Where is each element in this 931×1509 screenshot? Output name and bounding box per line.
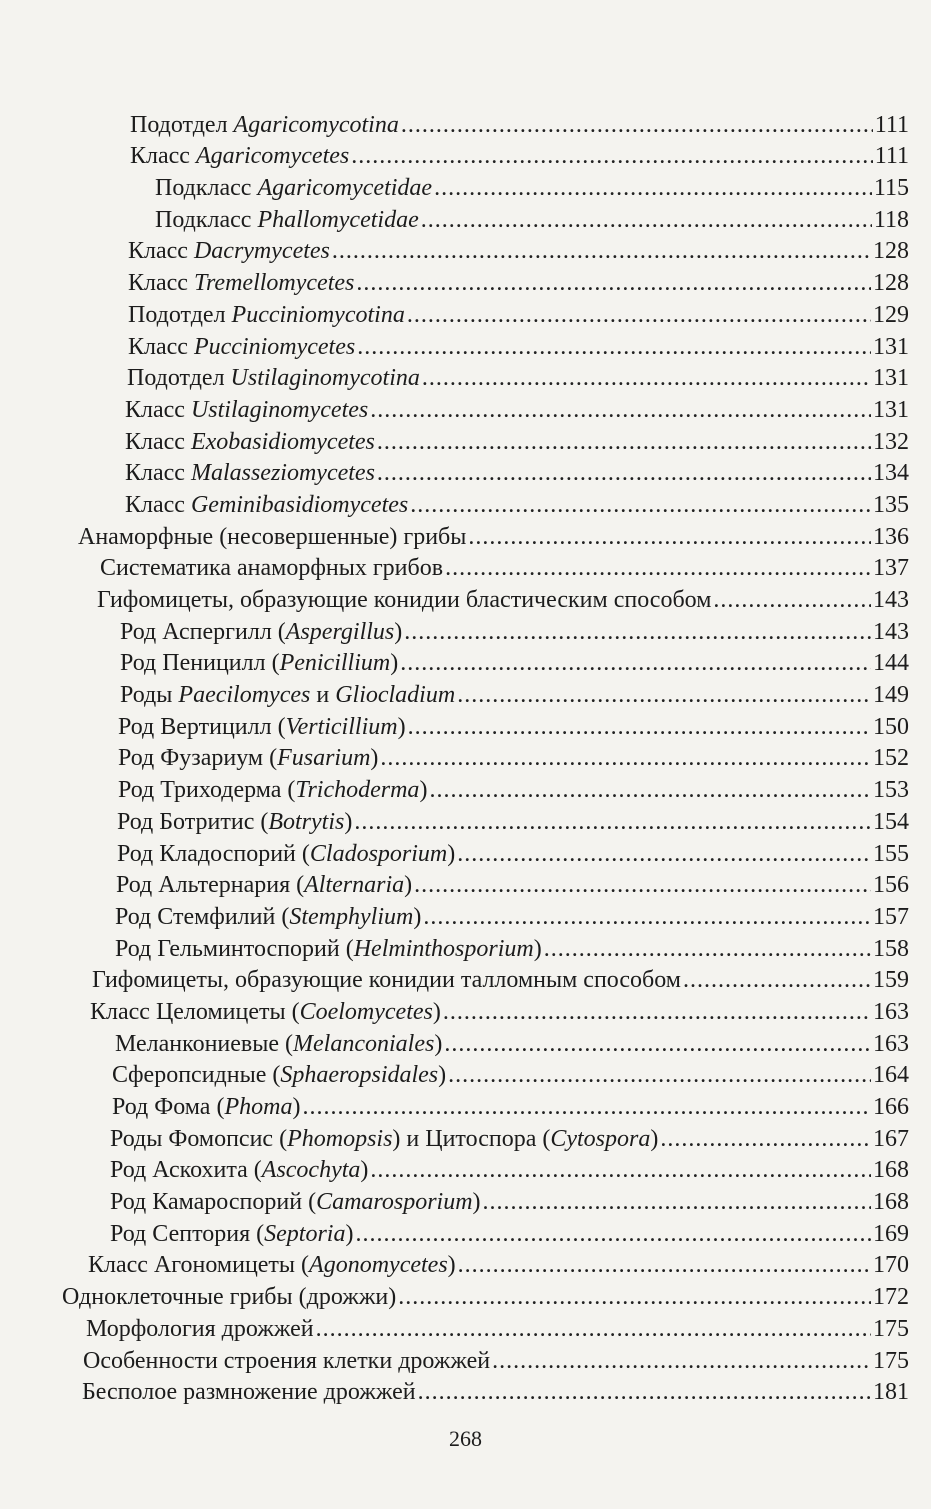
dot-leader xyxy=(483,1189,871,1215)
title-text: Класс Целомицеты ( xyxy=(90,998,300,1025)
toc-entry-title xyxy=(110,1221,353,1247)
title-text: Систематика анаморфных грибов xyxy=(100,555,444,582)
dot-leader xyxy=(445,555,871,581)
dot-leader xyxy=(448,1062,871,1088)
dot-leader xyxy=(316,1316,871,1342)
latin-name: Stemphylium xyxy=(289,903,414,930)
title-text: Подотдел xyxy=(127,365,231,392)
title-text: Класс xyxy=(125,491,191,518)
title-text: Род Стемфилий ( xyxy=(115,903,290,930)
toc-entry-title xyxy=(130,143,349,169)
dot-leader xyxy=(370,397,871,423)
toc-page-number: 144 xyxy=(873,650,909,677)
dot-leader xyxy=(457,841,871,867)
latin-name: Penicillium xyxy=(279,650,391,677)
toc-page-number: 164 xyxy=(873,1062,909,1089)
latin-name: Phomopsis xyxy=(287,1125,393,1152)
toc-entry xyxy=(0,296,931,328)
toc-entry-title xyxy=(116,872,412,898)
dot-leader xyxy=(713,587,871,613)
toc-entry xyxy=(0,740,931,772)
title-text: Род Кладоспорий ( xyxy=(117,840,310,867)
toc-page-number: 154 xyxy=(873,808,909,835)
title-text: Род Фузариум ( xyxy=(118,745,278,772)
toc-entry-title xyxy=(86,1316,314,1342)
toc-page-number: 149 xyxy=(873,682,909,709)
dot-leader xyxy=(457,682,871,708)
latin-name: Malasseziomycetes xyxy=(190,460,375,487)
title-text: ) xyxy=(360,1157,369,1184)
toc-page-number: 115 xyxy=(873,175,909,202)
title-text: ) xyxy=(650,1125,659,1152)
dot-leader xyxy=(544,936,871,962)
title-text: Род Камароспорий ( xyxy=(110,1189,317,1216)
title-text: Класс xyxy=(128,238,194,265)
toc-entry xyxy=(0,518,931,550)
dot-leader xyxy=(444,1031,871,1057)
dot-leader xyxy=(370,1157,871,1183)
toc-entry-title xyxy=(128,238,330,264)
toc-entry-title xyxy=(118,714,406,740)
dot-leader xyxy=(410,492,871,518)
toc-entry-title xyxy=(127,365,420,391)
latin-name: Cytospora xyxy=(550,1125,651,1152)
latin-name: Septoria xyxy=(264,1220,346,1247)
title-text: ) xyxy=(533,935,542,962)
toc-entry-title xyxy=(115,936,542,962)
title-text: ) xyxy=(344,808,353,835)
toc-page-number: 134 xyxy=(873,460,909,487)
latin-name: Botrytis xyxy=(268,808,345,835)
toc-entry xyxy=(0,1120,931,1152)
latin-name: Verticillium xyxy=(285,713,398,740)
toc-entry-title xyxy=(92,967,681,993)
toc-entry xyxy=(0,771,931,803)
dot-leader xyxy=(421,207,872,233)
latin-name: Ustilaginomycetes xyxy=(190,396,369,423)
toc-page-number: 168 xyxy=(873,1189,909,1216)
latin-name: Phoma xyxy=(224,1094,293,1120)
toc-page-number: 156 xyxy=(873,872,909,899)
toc-entry xyxy=(0,835,931,867)
dot-leader xyxy=(418,1379,871,1405)
toc-entry xyxy=(0,1152,931,1184)
title-text: ) xyxy=(438,1062,447,1089)
toc-entry xyxy=(0,455,931,487)
latin-name: Trichoderma xyxy=(295,777,420,804)
toc-entry-title xyxy=(125,397,368,423)
dot-leader xyxy=(380,745,871,771)
toc-entry xyxy=(0,486,931,518)
toc-page-number: 167 xyxy=(873,1125,909,1152)
toc-entry xyxy=(0,581,931,613)
toc-page-number: 131 xyxy=(873,365,909,392)
latin-name: Tremellomycetes xyxy=(193,270,355,297)
dot-leader xyxy=(404,619,871,645)
toc-entry-title xyxy=(120,682,455,708)
toc-page-number: 163 xyxy=(873,998,909,1025)
toc-entry xyxy=(0,169,931,201)
title-text: Подотдел xyxy=(130,111,234,138)
latin-name: Geminibasidiomycetes xyxy=(190,491,409,518)
latin-name: Fusarium xyxy=(277,745,371,772)
dot-leader xyxy=(468,524,871,550)
toc-entry-title xyxy=(125,460,375,486)
latin-name: Phallomycetidae xyxy=(257,206,419,233)
toc-entry xyxy=(0,898,931,930)
dot-leader xyxy=(357,334,871,360)
toc-page-number: 172 xyxy=(873,1284,909,1311)
title-text: ) xyxy=(394,618,403,645)
title-text: ) xyxy=(404,872,413,899)
table-of-contents xyxy=(0,106,931,1405)
dot-leader xyxy=(408,714,871,740)
title-text: ) xyxy=(419,777,428,804)
latin-name: Coelomycetes xyxy=(299,998,433,1025)
toc-entry xyxy=(0,106,931,138)
dot-leader xyxy=(377,429,871,455)
toc-page-number: 111 xyxy=(874,143,909,170)
toc-entry-title xyxy=(130,112,399,138)
toc-entry-title xyxy=(118,777,427,803)
title-text: ) xyxy=(370,745,379,772)
toc-entry-title xyxy=(128,334,355,360)
toc-page-number: 157 xyxy=(873,903,909,930)
toc-entry-title xyxy=(115,1031,442,1057)
title-text: Гифомицеты, образующие конидии бластическим способом xyxy=(97,587,712,613)
dot-leader xyxy=(401,112,873,138)
dot-leader xyxy=(377,460,871,486)
latin-name: Ascochyta xyxy=(261,1157,361,1184)
title-text: Класс Агономицеты ( xyxy=(88,1252,310,1279)
title-text: Класс xyxy=(128,333,194,360)
dot-leader xyxy=(332,238,871,264)
toc-page-number: 128 xyxy=(873,238,909,265)
dot-leader xyxy=(434,175,872,201)
toc-entry xyxy=(0,867,931,899)
toc-entry-title xyxy=(120,619,402,645)
title-text: Род Аскохита ( xyxy=(110,1157,262,1184)
latin-name: Agaricomycotina xyxy=(233,111,399,138)
dot-leader xyxy=(660,1126,871,1152)
title-text: ) xyxy=(432,998,441,1025)
toc-entry-title xyxy=(78,524,466,550)
title-text: и xyxy=(310,682,336,709)
title-text: Класс xyxy=(128,270,194,297)
latin-name: Alternaria xyxy=(304,872,405,899)
toc-page-number: 111 xyxy=(874,111,909,138)
dot-leader xyxy=(407,302,871,328)
toc-entry-title xyxy=(112,1094,300,1120)
toc-entry-title xyxy=(155,175,432,201)
toc-entry xyxy=(0,962,931,994)
latin-name: Aspergillus xyxy=(285,618,395,645)
toc-page-number: 159 xyxy=(873,967,909,994)
title-text: Род Пеницилл ( xyxy=(120,650,280,677)
dot-leader xyxy=(429,777,871,803)
title-text: Род Аспергилл ( xyxy=(120,618,286,645)
toc-entry xyxy=(0,360,931,392)
toc-entry-title xyxy=(82,1379,416,1405)
latin-name: Helminthosporium xyxy=(353,935,534,962)
latin-name: Agaricomycetes xyxy=(195,143,350,170)
toc-entry xyxy=(0,1025,931,1057)
dot-leader xyxy=(302,1094,871,1120)
title-text: Род Триходерма ( xyxy=(118,777,296,804)
toc-page-number: 168 xyxy=(873,1157,909,1184)
toc-entry-title xyxy=(125,429,375,455)
title-text: ) xyxy=(434,1030,443,1057)
toc-entry xyxy=(0,993,931,1025)
title-text: ) и Цитоспора ( xyxy=(392,1125,551,1152)
title-text: Род Альтернария ( xyxy=(116,872,305,899)
toc-entry xyxy=(0,930,931,962)
toc-page-number: 153 xyxy=(873,777,909,804)
toc-page-number: 152 xyxy=(873,745,909,772)
toc-entry-title xyxy=(115,904,421,930)
title-text: Класс xyxy=(125,428,191,455)
title-text: Особенности строения клетки дрожжей xyxy=(83,1347,491,1374)
title-text: Род Гельминтоспорий ( xyxy=(115,935,354,962)
title-text: Гифомицеты, образующие конидии талломным способом xyxy=(92,967,681,994)
latin-name: Camarosporium xyxy=(316,1189,473,1216)
toc-entry xyxy=(0,201,931,233)
toc-page-number: 155 xyxy=(873,840,909,867)
latin-name: Dacrymycetes xyxy=(193,238,330,265)
dot-leader xyxy=(400,650,871,676)
dot-leader xyxy=(351,143,873,169)
toc-entry-title xyxy=(88,1252,456,1278)
dot-leader xyxy=(492,1348,871,1374)
dot-leader xyxy=(356,270,871,296)
dot-leader xyxy=(414,872,871,898)
toc-entry-title xyxy=(155,207,419,233)
toc-entry xyxy=(0,233,931,265)
toc-entry xyxy=(0,264,931,296)
latin-name: Cladosporium xyxy=(309,840,448,867)
title-text: Подкласс xyxy=(155,175,258,202)
title-text: Класс xyxy=(125,396,191,423)
toc-entry xyxy=(0,391,931,423)
toc-entry xyxy=(0,423,931,455)
toc-page-number: 132 xyxy=(873,428,909,455)
title-text: Подотдел xyxy=(128,301,232,328)
title-text: ) xyxy=(472,1189,481,1216)
toc-entry xyxy=(0,1278,931,1310)
dot-leader xyxy=(683,967,871,993)
toc-entry-title xyxy=(97,587,711,613)
latin-name: Pucciniomycetes xyxy=(193,333,356,360)
dot-leader xyxy=(354,809,871,835)
dot-leader xyxy=(458,1252,871,1278)
dot-leader xyxy=(398,1284,871,1310)
toc-entry xyxy=(0,613,931,645)
toc-page-number: 118 xyxy=(873,206,909,233)
dot-leader xyxy=(443,999,871,1025)
toc-entry-title xyxy=(110,1157,368,1183)
latin-name: Agaricomycetidae xyxy=(257,175,433,202)
toc-page-number: 158 xyxy=(873,935,909,962)
title-text: Одноклеточные грибы (дрожжи) xyxy=(62,1284,397,1311)
toc-page-number: 131 xyxy=(873,396,909,423)
toc-page-number: 163 xyxy=(873,1030,909,1057)
toc-entry-title xyxy=(120,650,398,676)
title-text: Сферопсидные ( xyxy=(112,1062,281,1089)
title-text: Роды Фомопсис ( xyxy=(110,1125,288,1152)
title-text: ) xyxy=(447,840,456,867)
toc-entry-title xyxy=(83,1348,490,1374)
toc-entry-title xyxy=(118,745,378,771)
toc-entry xyxy=(0,1215,931,1247)
toc-page-number: 137 xyxy=(873,555,909,582)
title-text: ) xyxy=(397,713,406,740)
title-text: Род Септория ( xyxy=(110,1220,265,1247)
toc-entry xyxy=(0,1247,931,1279)
latin-name: Paecilomyces xyxy=(178,682,311,709)
toc-page-number: 166 xyxy=(873,1094,909,1120)
toc-page-number: 131 xyxy=(873,333,909,360)
title-text: Подкласс xyxy=(155,206,258,233)
toc-entry-title xyxy=(110,1126,658,1152)
title-text: Класс xyxy=(130,143,196,170)
latin-name: Pucciniomycotina xyxy=(231,301,405,328)
dot-leader xyxy=(355,1221,871,1247)
title-text: ) xyxy=(292,1094,301,1120)
toc-entry-title xyxy=(117,841,455,867)
title-text: Меланкониевые ( xyxy=(115,1030,294,1057)
toc-entry-title xyxy=(112,1062,446,1088)
title-text: Анаморфные (несовершенные) грибы xyxy=(78,523,467,550)
title-text: Род Ботритис ( xyxy=(117,808,269,835)
latin-name: Agonomycetes xyxy=(309,1252,448,1279)
toc-entry-title xyxy=(110,1189,481,1215)
latin-name: Exobasidiomycetes xyxy=(190,428,375,455)
toc-entry xyxy=(0,1374,931,1406)
title-text: ) xyxy=(447,1252,456,1279)
toc-page-number: 143 xyxy=(873,618,909,645)
toc-entry xyxy=(0,138,931,170)
title-text: Морфология дрожжей xyxy=(86,1315,314,1342)
toc-entry-title xyxy=(62,1284,396,1310)
toc-entry xyxy=(0,1183,931,1215)
toc-entry xyxy=(0,803,931,835)
latin-name: Ustilaginomycotina xyxy=(230,365,420,392)
toc-entry xyxy=(0,550,931,582)
toc-entry xyxy=(0,645,931,677)
toc-entry xyxy=(0,1057,931,1089)
toc-page-number: 143 xyxy=(873,587,909,613)
title-text: ) xyxy=(413,903,422,930)
title-text: Класс xyxy=(125,460,191,487)
toc-entry xyxy=(0,1088,931,1120)
toc-page-number: 170 xyxy=(873,1252,909,1279)
toc-entry-title xyxy=(90,999,441,1025)
toc-entry-title xyxy=(128,270,354,296)
toc-entry xyxy=(0,676,931,708)
title-text: Род Фома ( xyxy=(112,1094,225,1120)
toc-page-number: 128 xyxy=(873,270,909,297)
dot-leader xyxy=(422,365,871,391)
toc-entry xyxy=(0,708,931,740)
toc-entry xyxy=(0,1310,931,1342)
toc-page-number: 169 xyxy=(873,1220,909,1247)
title-text: ) xyxy=(345,1220,354,1247)
toc-entry xyxy=(0,1342,931,1374)
toc-entry-title xyxy=(125,492,408,518)
latin-name: Melanconiales xyxy=(293,1030,435,1057)
latin-name: Gliocladium xyxy=(335,682,456,709)
toc-page-number: 136 xyxy=(873,523,909,550)
toc-entry xyxy=(0,328,931,360)
toc-entry-title xyxy=(117,809,352,835)
title-text: ) xyxy=(390,650,399,677)
title-text: Роды xyxy=(120,682,179,709)
toc-page-number: 175 xyxy=(873,1315,909,1342)
toc-page-number: 135 xyxy=(873,491,909,518)
toc-page-number: 150 xyxy=(873,713,909,740)
toc-page-number: 181 xyxy=(873,1379,909,1406)
latin-name: Sphaeropsidales xyxy=(280,1062,439,1089)
title-text: Бесполое размножение дрожжей xyxy=(82,1379,416,1406)
toc-page-number: 175 xyxy=(873,1347,909,1374)
dot-leader xyxy=(423,904,871,930)
toc-entry-title xyxy=(100,555,443,581)
page-number: 268 xyxy=(449,1426,482,1451)
title-text: Род Вертицилл ( xyxy=(118,713,286,740)
toc-page-number: 129 xyxy=(873,301,909,328)
toc-entry-title xyxy=(128,302,405,328)
